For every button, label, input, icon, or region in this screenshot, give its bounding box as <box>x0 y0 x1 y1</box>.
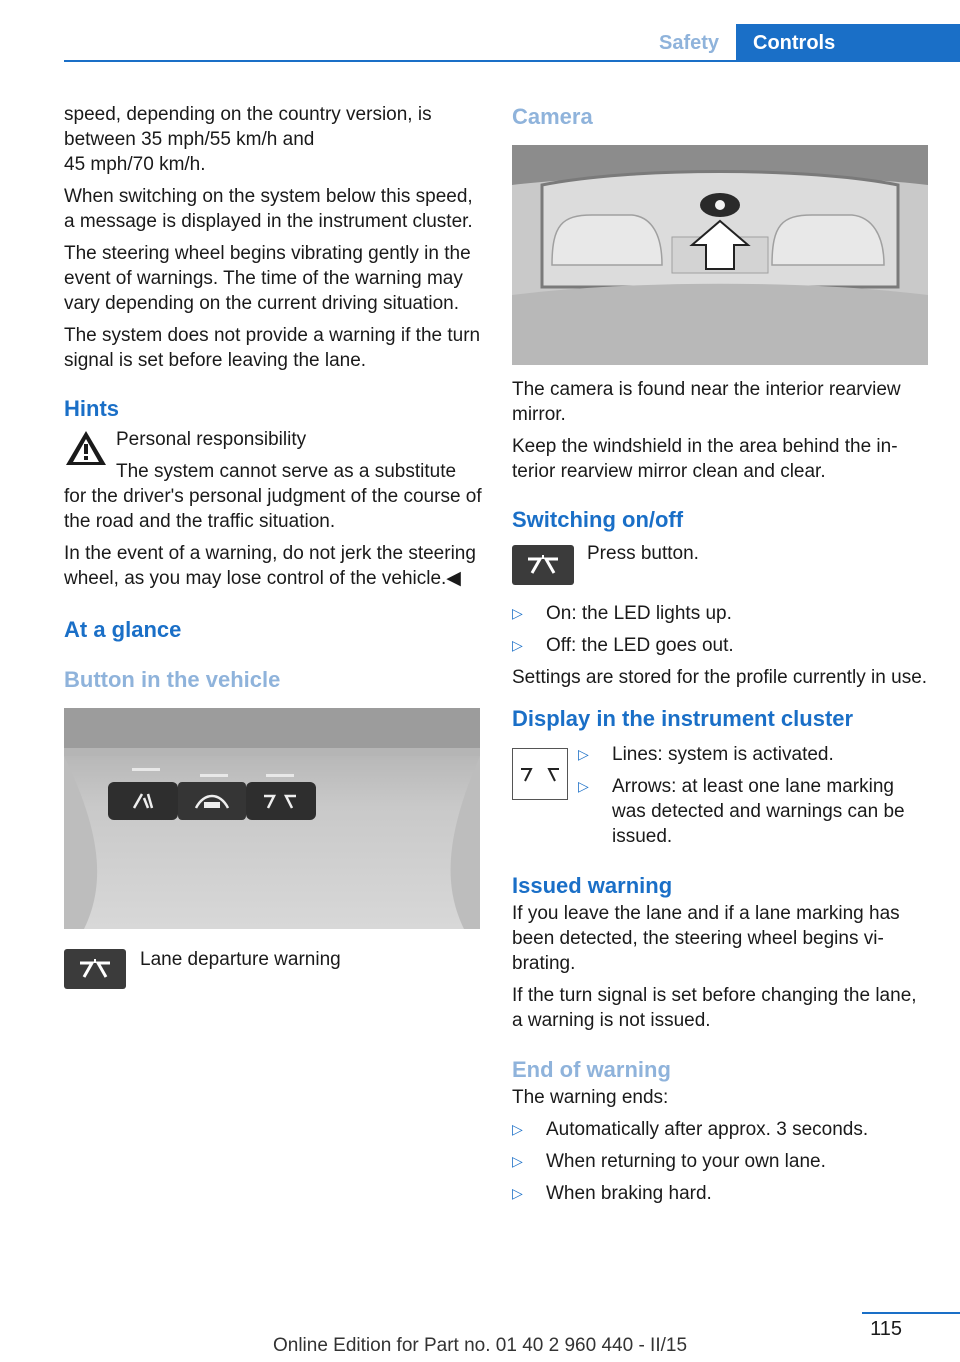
end-of-warning-heading: End of warning <box>512 1057 671 1082</box>
warning-text-continued: for the driver's personal judgment of the course of the road and the traffic situation. <box>64 486 482 532</box>
warning-text-first-line: The system cannot serve as a substitute <box>116 461 457 482</box>
warning-advice: In the event of a warning, do not jerk the steering wheel, as you may lose control of the vehicle.◀ <box>64 543 476 589</box>
camera-clean-text: Keep the windshield in the area behind the interior rearview mirror clean and clear. <box>512 436 898 482</box>
list-item: ▷ When returning to your own lane. <box>512 1151 826 1172</box>
warning-block <box>64 427 484 484</box>
list-item: ▷ Off: the LED goes out. <box>512 635 734 656</box>
press-button-label: Press button. <box>587 543 699 564</box>
edition-text: Online Edition for Part no. 01 40 2 960 440 - II/15 <box>272 1335 688 1356</box>
button-in-vehicle-heading: Button in the vehicle <box>64 667 281 692</box>
display-heading: Display in the instrument cluster <box>512 706 854 731</box>
at-a-glance-heading: At a glance <box>64 617 182 642</box>
list-item: ▷ Lines: system is activated. <box>578 744 834 765</box>
header-rule <box>64 60 960 62</box>
lines-display-icon <box>512 748 568 800</box>
hints-heading: Hints <box>64 396 119 421</box>
list-item: ▷ On: the LED lights up. <box>512 603 732 624</box>
warning-triangle-icon <box>64 429 108 467</box>
camera-photo <box>512 145 928 365</box>
paragraph-switching-below: When switching on the system below this speed, a message is displayed in the instrument cluster. <box>64 186 473 232</box>
lane-departure-label: Lane departure warning <box>140 949 341 970</box>
list-item: ▷ Arrows: at least one lane marking was detected and warnings can be issued. <box>578 776 905 847</box>
display-list <box>578 742 932 849</box>
list-item: ▷ Automatically after approx. 3 seconds. <box>512 1119 869 1140</box>
camera-heading: Camera <box>512 104 593 129</box>
lane-departure-icon <box>64 949 126 989</box>
lane-departure-button-icon[interactable] <box>512 545 574 585</box>
display-row <box>512 742 932 849</box>
list-item: ▷ When braking hard. <box>512 1183 712 1204</box>
button-panel-photo <box>64 708 480 929</box>
tab-safety[interactable]: Safety <box>643 24 735 62</box>
footer <box>0 1312 960 1356</box>
warning-title: Personal responsibility <box>116 429 307 450</box>
lane-departure-row <box>64 949 484 989</box>
settings-text: Settings are stored for the profile currently in use. <box>512 667 928 688</box>
paragraph-vibration: The steering wheel begins vibrating gently in the event of warnings. The time of the warning may vary depending on the current driving situation. <box>64 243 471 314</box>
switching-heading: Switching on/off <box>512 507 684 532</box>
right-column <box>512 102 932 1213</box>
issued-warning-p2: If the turn signal is set before changing the lane, a warning is not issued. <box>512 985 917 1031</box>
issued-warning-heading: Issued warning <box>512 873 673 898</box>
camera-location-text: The camera is found near the interior rearview mirror. <box>512 379 901 425</box>
paragraph-speed: speed, depending on the country version, is between 35 mph/55 km/h and 45 mph/70 km/h. <box>64 104 432 175</box>
page-number: 115 <box>870 1318 902 1340</box>
end-intro: The warning ends: <box>512 1087 669 1108</box>
switch-list <box>512 601 932 658</box>
left-column <box>64 102 484 989</box>
end-list <box>512 1117 932 1206</box>
tab-controls[interactable]: Controls <box>736 24 960 62</box>
paragraph-turn-signal: The system does not provide a warning if the turn signal is set before leaving the lane. <box>64 325 481 371</box>
issued-warning-p1: If you leave the lane and if a lane marking has been detected, the steering wheel begins vibrating. <box>512 903 900 974</box>
footer-rule <box>862 1312 960 1314</box>
press-button-row <box>512 545 932 591</box>
